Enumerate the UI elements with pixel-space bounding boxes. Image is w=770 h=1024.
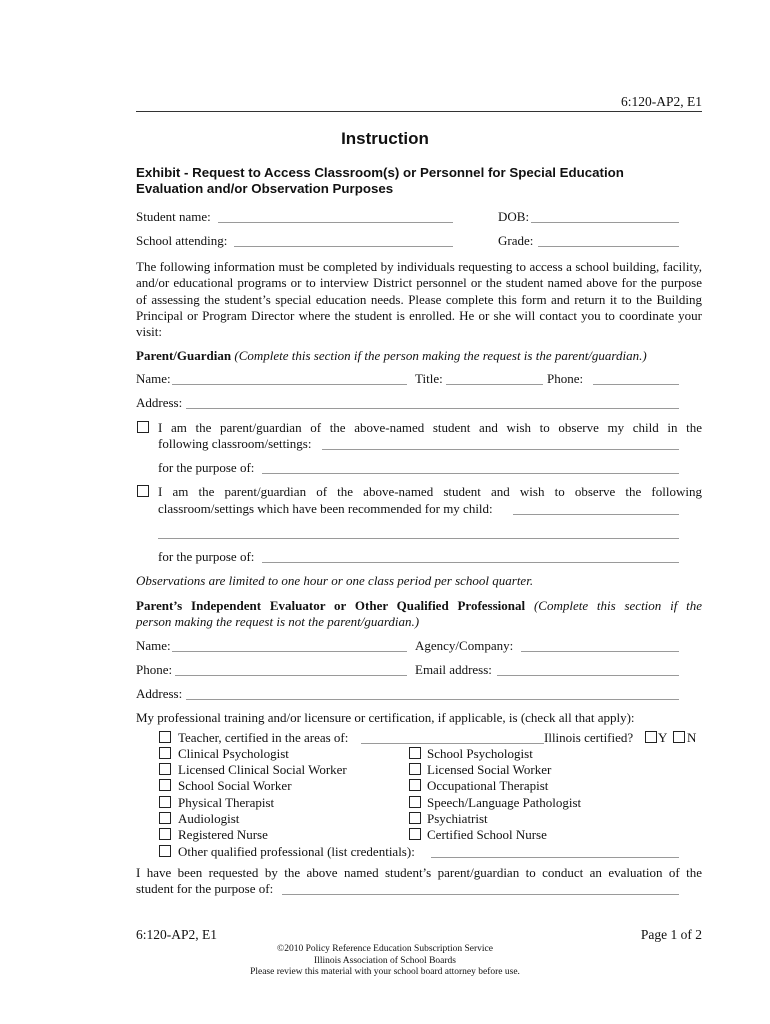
school-social-worker-checkbox[interactable]: [159, 779, 171, 791]
school-social-worker-label: School Social Worker: [178, 778, 292, 793]
evaluator-heading-title: Parent’s Independent Evaluator or Other Qualified Professional: [136, 598, 526, 613]
observe-recommended-checkbox[interactable]: [137, 485, 149, 497]
parent-phone-field[interactable]: [593, 384, 679, 385]
request-purpose-field[interactable]: [282, 894, 679, 895]
intro-paragraph: The following information must be completed by individuals requesting to access a school building, facility, and/or educational programs or to interview District personnel or the student named above for the purpose of assessing the student’s special education needs. Please complete this form and return it to the Building Principal or Program Director where the student is enrolled. He or she will contact you to coordinate your visit:: [136, 259, 702, 340]
other-professional-checkbox[interactable]: [159, 845, 171, 857]
email-field[interactable]: [497, 675, 679, 676]
evaluator-address-label: Address:: [136, 686, 183, 701]
parent-title-label: Title:: [415, 371, 443, 386]
parent-heading: [136, 348, 647, 364]
school-psychologist-label: School Psychologist: [427, 746, 533, 761]
licensed-social-worker-checkbox[interactable]: [409, 763, 421, 775]
teacher-label: Teacher, certified in the areas of:: [178, 730, 349, 745]
request-line2: student for the purpose of:: [136, 881, 274, 896]
option2-purpose-field[interactable]: [262, 562, 679, 563]
parent-heading-note: (Complete this section if the person making the request is the parent/guardian.): [234, 348, 647, 363]
illinois-yes-checkbox[interactable]: [645, 731, 657, 743]
evaluator-heading-note-line2: person making the request is not the parent/guardian.): [136, 614, 420, 629]
option1-purpose-label: for the purpose of:: [158, 460, 255, 475]
option2-settings-field[interactable]: [513, 514, 679, 515]
evaluator-name-field[interactable]: [172, 651, 407, 652]
option1-line2: following classroom/settings:: [158, 436, 312, 451]
evaluator-phone-label: Phone:: [136, 662, 173, 677]
exhibit-title-line2: Evaluation and/or Observation Purposes: [136, 181, 394, 196]
school-attending-field[interactable]: [234, 246, 453, 247]
option1-purpose-field[interactable]: [262, 473, 679, 474]
evaluator-address-field[interactable]: [186, 699, 679, 700]
student-name-label: Student name:: [136, 209, 211, 224]
evaluator-name-label: Name:: [136, 638, 171, 653]
parent-name-field[interactable]: [172, 384, 407, 385]
parent-address-label: Address:: [136, 395, 183, 410]
option2-purpose-label: for the purpose of:: [158, 549, 255, 564]
footer-copyright: ©2010 Policy Reference Education Subscription Service: [277, 944, 493, 954]
evaluator-heading: [136, 598, 702, 614]
header-rule: [136, 111, 702, 112]
school-psychologist-checkbox[interactable]: [409, 747, 421, 759]
footer-review-note: Please review this material with your school board attorney before use.: [250, 967, 520, 977]
occupational-therapist-label: Occupational Therapist: [427, 778, 549, 793]
clinical-psychologist-label: Clinical Psychologist: [178, 746, 289, 761]
audiologist-label: Audiologist: [178, 811, 240, 826]
exhibit-title-line1: Exhibit - Request to Access Classroom(s) or Personnel for Special Education: [136, 165, 624, 180]
option2-line2: classroom/settings which have been recommended for my child:: [158, 501, 493, 516]
observe-child-checkbox[interactable]: [137, 421, 149, 433]
section-title: Instruction: [341, 129, 429, 148]
observation-note: Observations are limited to one hour or one class period per school quarter.: [136, 573, 534, 588]
audiologist-checkbox[interactable]: [159, 812, 171, 824]
physical-therapist-checkbox[interactable]: [159, 796, 171, 808]
footer-page-number: Page 1 of 2: [640, 927, 702, 942]
registered-nurse-label: Registered Nurse: [178, 827, 268, 842]
footer-code: 6:120-AP2, E1: [136, 927, 217, 942]
evaluator-phone-field[interactable]: [175, 675, 407, 676]
option2-line1: I am the parent/guardian of the above-named student and wish to observe the following: [158, 484, 702, 499]
parent-heading-title: Parent/Guardian: [136, 348, 232, 363]
speech-language-pathologist-label: Speech/Language Pathologist: [427, 795, 582, 810]
email-label: Email address:: [415, 662, 492, 677]
licensed-clinical-social-worker-checkbox[interactable]: [159, 763, 171, 775]
other-credentials-field[interactable]: [431, 857, 679, 858]
licensed-social-worker-label: Licensed Social Worker: [427, 762, 552, 777]
speech-language-pathologist-checkbox[interactable]: [409, 796, 421, 808]
request-line1: I have been requested by the above named student’s parent/guardian to conduct an evaluation of the: [136, 865, 702, 880]
agency-label: Agency/Company:: [415, 638, 514, 653]
parent-title-field[interactable]: [446, 384, 543, 385]
occupational-therapist-checkbox[interactable]: [409, 779, 421, 791]
school-attending-label: School attending:: [136, 233, 228, 248]
dob-label: DOB:: [498, 209, 530, 224]
certified-school-nurse-checkbox[interactable]: [409, 828, 421, 840]
certified-school-nurse-label: Certified School Nurse: [427, 827, 547, 842]
grade-field[interactable]: [538, 246, 679, 247]
illinois-yes-label: Y: [658, 730, 668, 745]
student-name-field[interactable]: [218, 222, 453, 223]
footer-association: Illinois Association of School Boards: [314, 956, 456, 966]
agency-field[interactable]: [521, 651, 679, 652]
psychiatrist-label: Psychiatrist: [427, 811, 488, 826]
illinois-no-checkbox[interactable]: [673, 731, 685, 743]
physical-therapist-label: Physical Therapist: [178, 795, 275, 810]
registered-nurse-checkbox[interactable]: [159, 828, 171, 840]
parent-address-field[interactable]: [186, 408, 679, 409]
teacher-areas-field[interactable]: [361, 743, 544, 744]
grade-label: Grade:: [498, 233, 534, 248]
other-professional-label: Other qualified professional (list credentials):: [178, 844, 415, 859]
dob-field[interactable]: [531, 222, 679, 223]
evaluator-heading-note: (Complete this section if the: [533, 598, 702, 613]
training-prompt: My professional training and/or licensure or certification, if applicable, is (check all that apply):: [136, 710, 635, 725]
clinical-psychologist-checkbox[interactable]: [159, 747, 171, 759]
option1-line1: I am the parent/guardian of the above-named student and wish to observe my child in the: [158, 420, 702, 435]
option1-settings-field[interactable]: [322, 449, 679, 450]
licensed-clinical-social-worker-label: Licensed Clinical Social Worker: [178, 762, 347, 777]
illinois-certified-label: Illinois certified?: [544, 730, 634, 745]
psychiatrist-checkbox[interactable]: [409, 812, 421, 824]
teacher-checkbox[interactable]: [159, 731, 171, 743]
parent-phone-label: Phone:: [547, 371, 584, 386]
illinois-no-label: N: [687, 730, 697, 745]
parent-name-label: Name:: [136, 371, 171, 386]
document-code: 6:120-AP2, E1: [621, 94, 702, 109]
option2-settings-field-extra[interactable]: [158, 538, 679, 539]
exhibit-title: [136, 165, 624, 197]
